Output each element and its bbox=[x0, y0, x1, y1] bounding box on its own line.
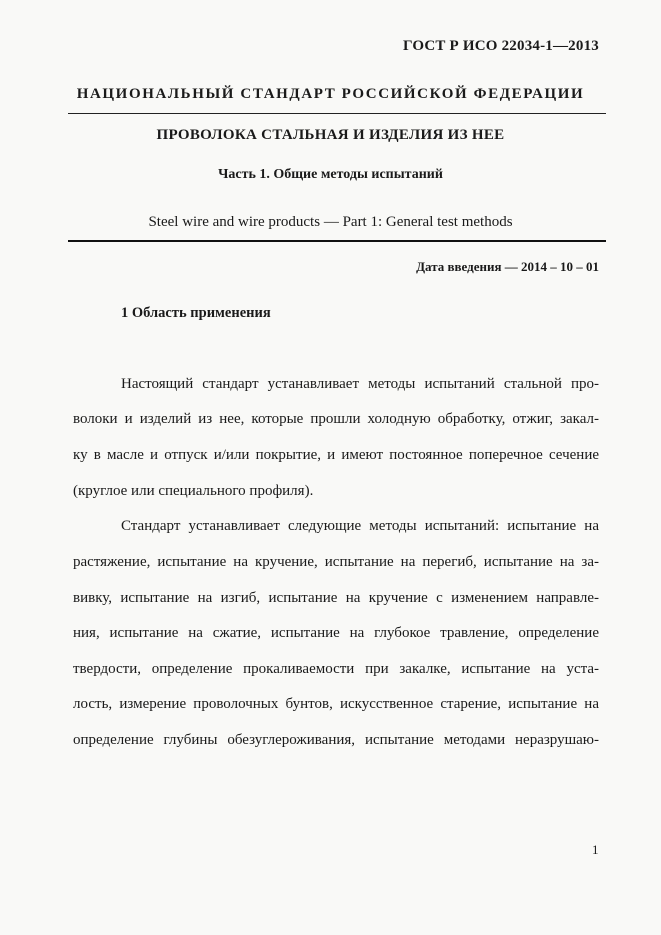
standard-code: ГОСТ Р ИСО 22034-1—2013 bbox=[402, 38, 599, 54]
part-title: Часть 1. Общие методы испытаний bbox=[218, 167, 443, 182]
header-divider bbox=[68, 113, 606, 114]
body-line: лость, измерение проволочных бунтов, искусственное старение, испытание на bbox=[73, 696, 599, 712]
national-standard-title: НАЦИОНАЛЬНЫЙ СТАНДАРТ РОССИЙСКОЙ ФЕДЕРАЦИИ bbox=[76, 86, 585, 102]
body-line: вивку, испытание на изгиб, испытание на кручение с изменением направле- bbox=[73, 590, 599, 606]
body-line: (круглое или специального профиля). bbox=[73, 483, 314, 499]
body-line: Стандарт устанавливает следующие методы испытаний: испытание на bbox=[121, 518, 599, 534]
title-divider bbox=[68, 240, 606, 242]
english-title: Steel wire and wire products — Part 1: General test methods bbox=[148, 214, 513, 230]
body-line: растяжение, испытание на кручение, испытание на перегиб, испытание на за- bbox=[73, 554, 599, 570]
section-heading: 1 Область применения bbox=[121, 305, 271, 321]
body-line: определение глубины обезуглероживания, испытание методами неразрушаю- bbox=[73, 732, 599, 748]
page-number: 1 bbox=[592, 842, 599, 857]
body-line: волоки и изделий из нее, которые прошли холодную обработку, отжиг, закал- bbox=[73, 411, 599, 427]
body-line: Настоящий стандарт устанавливает методы испытаний стальной про- bbox=[121, 376, 599, 392]
body-line: ку в масле и отпуск и/или покрытие, и имеют постоянное поперечное сечение bbox=[73, 447, 599, 463]
document-title: ПРОВОЛОКА СТАЛЬНАЯ И ИЗДЕЛИЯ ИЗ НЕЕ bbox=[156, 127, 505, 143]
body-line: твердости, определение прокаливаемости при закалке, испытание на уста- bbox=[73, 661, 599, 677]
body-line: ния, испытание на сжатие, испытание на глубокое травление, определение bbox=[73, 625, 599, 641]
introduction-date: Дата введения — 2014 – 10 – 01 bbox=[416, 259, 599, 274]
